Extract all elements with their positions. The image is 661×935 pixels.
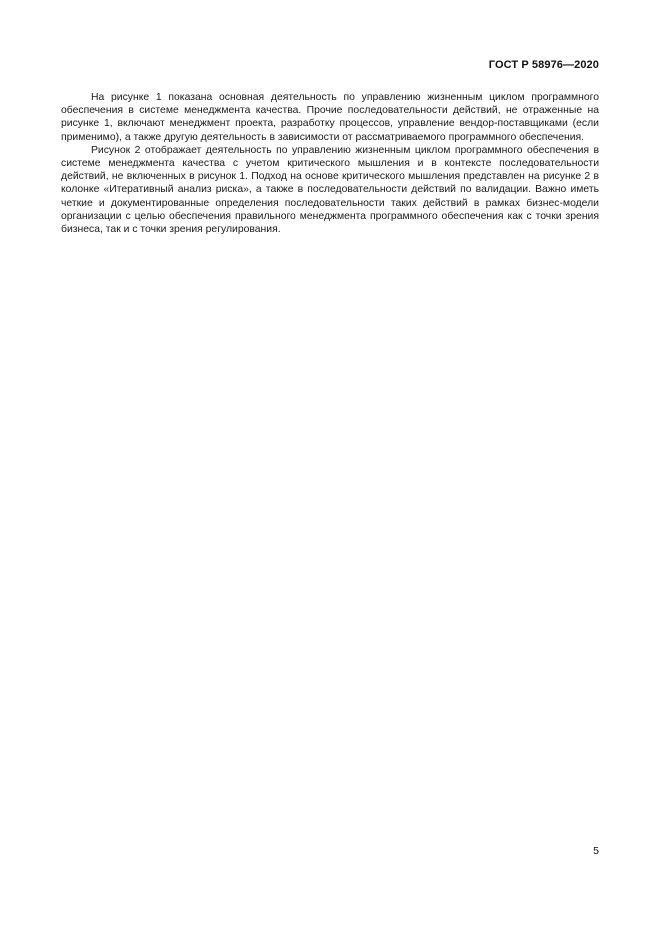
body-text	[61, 91, 599, 236]
paragraph-1: На рисунке 1 показана основная деятельность по управлению жизненным циклом программного обеспечения в системе менеджмента качества. Прочие последовательности действий, не отраженные на рисунке 1, включают менеджмент проекта, разработку процессов, управление вендор-поставщиками (если применимо), а также другую деятельность в зависимости от рассматриваемого программного обеспечения.	[61, 92, 599, 143]
standard-number-header: ГОСТ Р 58976—2020	[488, 59, 599, 71]
page-number: 5	[593, 845, 599, 857]
paragraph-2: Рисунок 2 отображает деятельность по управлению жизненным циклом программного обеспечения в системе менеджмента качества с учетом критического мышления и в контексте последовательности действий, не включенных в рисунок 1. Подход на основе критического мышления представлен на рисунке 2 в колонке «Итеративный анализ риска», а также в последовательности действий по валидации. Важно иметь четкие и документированные определения последовательности таких действий в рамках бизнес-модели организации с целью обеспечения правильного менеджмента программного обеспечения как с точки зрения бизнеса, так и с точки зрения регулирования.	[61, 144, 599, 236]
